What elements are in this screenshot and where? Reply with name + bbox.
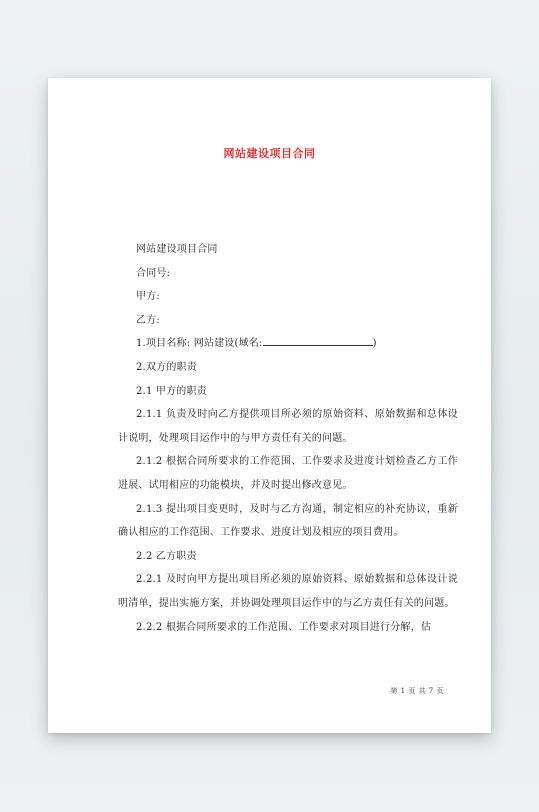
- party-a-line: 甲方:: [136, 291, 160, 303]
- clause-2-2-2: 2.2.2 根据合同所要求的工作范围、工作要求对项目进行分解，估: [136, 621, 432, 633]
- page-number-footer: 第 1 页 共 7 页: [390, 687, 444, 695]
- clause-2-1-3: 2.1.3 提出项目变更时，及时与乙方沟通，制定相应的补充协议，重新确认相应的工作范围、工作要求、进度计划及相应的项目费用。: [118, 503, 458, 539]
- project-name-close: ): [372, 338, 377, 350]
- project-name-line: [118, 332, 458, 356]
- section-2-1-heading: 2.1 甲方的职责: [136, 385, 207, 397]
- clause-2-1-1: 2.1.1 负责及时向乙方提供项目所必须的原始资料、原始数据和总体设计说明，处理项目运作中的与甲方责任有关的问题。: [118, 409, 458, 444]
- contract-number-line: 合同号:: [136, 267, 171, 279]
- document-page: [48, 78, 491, 733]
- project-name-label: 1.项目名称: 网站建设(域名:: [136, 338, 263, 350]
- clause-2-1-2: 2.1.2 根据合同所要求的工作范围、工作要求及进度计划检查乙方工作进展、试用相应的功能模块，并及时提出修改意见。: [118, 456, 458, 491]
- section-2-2-heading: 2.2 乙方职责: [136, 550, 197, 562]
- clause-2-2-1: 2.2.1 及时向甲方提出项目所必须的原始资料、原始数据和总体设计说明清单，提出实施方案，并协调处理项目运作中的与乙方责任有关的问题。: [118, 574, 458, 609]
- body-heading: 网站建设项目合同: [136, 244, 218, 255]
- party-b-line: 乙方:: [136, 314, 160, 326]
- document-title: 网站建设项目合同: [223, 147, 316, 160]
- section-2-heading: 2.双方的职责: [136, 361, 197, 373]
- domain-blank-underline: [263, 335, 373, 346]
- document-body: [118, 238, 458, 639]
